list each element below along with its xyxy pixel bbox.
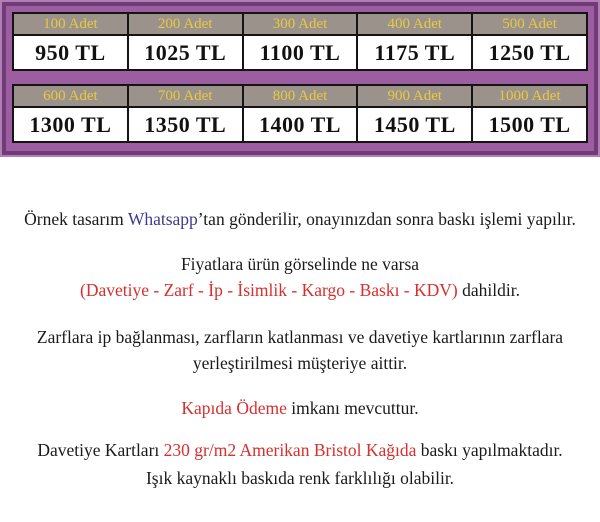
price-cell: 1400 TL	[243, 107, 358, 142]
price-value-row	[13, 107, 587, 142]
paragraph-assembly-note	[0, 324, 600, 376]
sample-design-text-pre: Örnek tasarım	[24, 209, 128, 229]
price-cell: 1175 TL	[357, 35, 472, 70]
cash-on-delivery-text: Kapıda Ödeme	[181, 398, 287, 418]
quantity-header-cell: 1000 Adet	[472, 85, 587, 107]
pricing-panel-rim	[0, 0, 600, 157]
price-cell: 1450 TL	[357, 107, 472, 142]
assembly-note-line2: yerleştirilmesi müşteriye aittir.	[192, 353, 408, 373]
price-cell: 950 TL	[13, 35, 128, 70]
quantity-header-row	[13, 13, 587, 35]
price-cell: 1350 TL	[128, 107, 243, 142]
pricing-panel	[2, 2, 598, 155]
quantity-header-cell: 100 Adet	[13, 13, 128, 35]
paragraph-color-disclaimer: Işık kaynaklı baskıda renk farklılığı olabilir.	[145, 468, 455, 488]
assembly-note-line1: Zarflara ip bağlanması, zarfların katlanması ve davetiye kartlarının zarflara	[36, 327, 564, 347]
quantity-header-cell: 600 Adet	[13, 85, 128, 107]
quantity-header-cell: 500 Adet	[472, 13, 587, 35]
whatsapp-text: Whatsapp	[127, 209, 198, 229]
paper-spec-post: baskı yapılmaktadır.	[416, 440, 563, 460]
quantity-header-cell: 700 Adet	[128, 85, 243, 107]
price-includes-post: dahildir.	[457, 280, 520, 300]
price-cell: 1500 TL	[472, 107, 587, 142]
paragraph-cash-on-delivery	[0, 395, 600, 421]
price-cell: 1025 TL	[128, 35, 243, 70]
sample-design-text-post: ’tan gönderilir, onayınızdan sonra baskı işlemi yapılır.	[197, 209, 576, 229]
price-includes-line1: Fiyatlara ürün görselinde ne varsa	[180, 254, 420, 274]
price-cell: 1300 TL	[13, 107, 128, 142]
price-cell: 1250 TL	[472, 35, 587, 70]
cash-on-delivery-post: imkanı mevcuttur.	[286, 398, 419, 418]
paragraph-sample-design	[0, 206, 600, 232]
price-table-2	[12, 84, 588, 143]
paper-spec-pre: Davetiye Kartları	[37, 440, 164, 460]
price-table-1	[12, 12, 588, 71]
quantity-header-cell: 900 Adet	[357, 85, 472, 107]
quantity-header-cell: 200 Adet	[128, 13, 243, 35]
quantity-header-row	[13, 85, 587, 107]
paper-spec-text: 230 gr/m2 Amerikan Bristol Kağıda	[163, 440, 417, 460]
paragraph-price-includes	[0, 251, 600, 303]
paragraph-paper-spec	[0, 437, 600, 463]
price-cell: 1100 TL	[243, 35, 358, 70]
included-items-text: (Davetiye - Zarf - İp - İsimlik - Kargo - Baskı - KDV)	[80, 280, 458, 300]
quantity-header-cell: 800 Adet	[243, 85, 358, 107]
price-value-row	[13, 35, 587, 70]
quantity-header-cell: 400 Adet	[357, 13, 472, 35]
quantity-header-cell: 300 Adet	[243, 13, 358, 35]
